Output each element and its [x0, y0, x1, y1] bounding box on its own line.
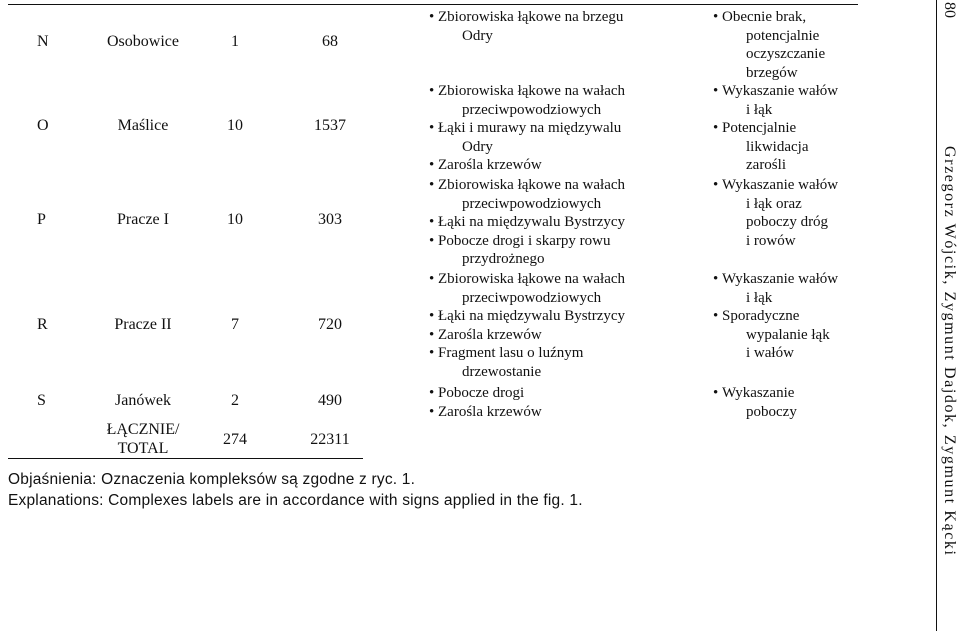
- measure-item-continuation: zarośli: [746, 157, 786, 174]
- habitat-item-continuation: Odry: [462, 27, 493, 44]
- measure-item-continuation: wypalanie łąk: [746, 326, 830, 343]
- bullet-icon: •: [429, 157, 435, 174]
- bullet-icon: •: [429, 385, 435, 401]
- measure-item: Wykaszanie •: [713, 385, 795, 401]
- measure-item-continuation: poboczy dróg: [746, 214, 829, 231]
- measure-item: Wykaszanie wałów •: [713, 271, 839, 287]
- row-area: 490: [318, 392, 342, 409]
- bullet-icon: •: [429, 271, 435, 287]
- habitat-item: Łąki na międzywalu Bystrzycy •: [429, 214, 626, 231]
- row-area: 68: [322, 33, 338, 50]
- habitat-item-continuation: przeciwpowodziowych: [462, 101, 602, 118]
- bullet-icon: •: [713, 177, 719, 193]
- habitat-item: Pobocze drogi •: [429, 385, 525, 401]
- row-count: 7: [231, 316, 239, 333]
- bullet-icon: •: [429, 308, 435, 325]
- bullet-icon: •: [713, 385, 719, 401]
- row-name: Pracze II: [114, 316, 172, 333]
- row-code: O: [37, 117, 49, 134]
- row-code: P: [37, 211, 46, 228]
- measure-item: Sporadyczne •: [713, 308, 800, 325]
- habitat-item: Zbiorowiska łąkowe na wałach •: [429, 83, 626, 99]
- measure-item-continuation: i łąk: [746, 289, 773, 306]
- row-area: 720: [318, 316, 342, 333]
- row-count: 10: [227, 117, 243, 134]
- total-label-en: TOTAL: [117, 440, 169, 457]
- habitat-item-continuation: przydrożnego: [462, 251, 545, 268]
- bullet-icon: •: [713, 120, 719, 137]
- total-label-pl: ŁĄCZNIE/: [106, 421, 180, 438]
- bullet-icon: •: [429, 345, 435, 362]
- row-name: Maślice: [117, 117, 169, 134]
- habitat-item: Zbiorowiska łąkowe na wałach •: [429, 177, 626, 193]
- row-code: S: [37, 392, 46, 409]
- habitat-item-continuation: Odry: [462, 138, 493, 155]
- total-count: 274: [223, 431, 247, 448]
- row-name: Pracze I: [117, 211, 169, 228]
- measure-item: Wykaszanie wałów •: [713, 177, 839, 193]
- table-bottom-rule: [8, 458, 363, 459]
- measure-item-continuation: potencjalnie: [746, 27, 820, 44]
- habitat-item: Zbiorowiska łąkowe na brzegu •: [429, 9, 624, 25]
- bullet-icon: •: [713, 83, 719, 99]
- habitat-item-continuation: przeciwpowodziowych: [462, 195, 602, 212]
- row-area: 1537: [314, 117, 346, 134]
- habitat-item: Łąki i murawy na międzywalu •: [429, 120, 622, 137]
- bullet-icon: •: [713, 9, 719, 25]
- row-count: 10: [227, 211, 243, 228]
- measure-item-continuation: poboczy: [746, 403, 797, 420]
- row-name: Janówek: [115, 392, 171, 409]
- habitat-item: Łąki na międzywalu Bystrzycy •: [429, 308, 626, 325]
- row-area: 303: [318, 211, 342, 228]
- habitat-item: Pobocze drogi i skarpy rowu •: [429, 232, 611, 249]
- habitat-item-continuation: drzewostanie: [462, 364, 542, 380]
- row-count: 2: [231, 392, 239, 409]
- page-number: 80: [941, 2, 958, 18]
- row-code: N: [37, 33, 49, 50]
- bullet-icon: •: [429, 120, 435, 137]
- bullet-icon: •: [429, 214, 435, 231]
- bullet-icon: •: [429, 403, 435, 420]
- measure-item-continuation: i łąk: [746, 101, 773, 118]
- bullet-icon: •: [429, 177, 435, 193]
- measure-item-continuation: i wałów: [746, 345, 794, 362]
- page-edge-rule: [936, 0, 937, 631]
- bullet-icon: •: [713, 308, 719, 325]
- explanation-note-pl: Objaśnienia: Oznaczenia kompleksów są zgodne z ryc. 1.: [8, 471, 416, 488]
- measure-item-continuation: oczyszczanie: [746, 46, 826, 63]
- habitat-item: Zarośla krzewów •: [429, 326, 542, 343]
- bullet-icon: •: [713, 271, 719, 287]
- measure-item: Obecnie brak, •: [713, 9, 807, 25]
- explanation-note-en: Explanations: Complexes labels are in accordance with signs applied in the fig. 1.: [8, 492, 583, 509]
- row-count: 1: [231, 33, 239, 50]
- bullet-icon: •: [429, 9, 435, 25]
- total-area: 22311: [310, 431, 350, 448]
- running-head: Grzegorz Wójcik, Zygmunt Dajdok, Zygmunt Kącki: [941, 146, 958, 557]
- bullet-icon: •: [429, 326, 435, 343]
- habitat-item: Zarośla krzewów •: [429, 157, 542, 174]
- measure-item: Potencjalnie •: [713, 120, 797, 137]
- measure-item-continuation: brzegów: [746, 64, 798, 81]
- row-name: Osobowice: [107, 33, 179, 50]
- habitat-item-continuation: przeciwpowodziowych: [462, 289, 602, 306]
- bullet-icon: •: [429, 83, 435, 99]
- measure-item-continuation: likwidacja: [746, 138, 809, 155]
- measure-item: Wykaszanie wałów •: [713, 83, 839, 99]
- habitat-item: Fragment lasu o luźnym •: [429, 345, 584, 362]
- row-code: R: [37, 316, 48, 333]
- table-top-rule: [8, 4, 858, 5]
- habitat-item: Zbiorowiska łąkowe na wałach •: [429, 271, 626, 287]
- measure-item-continuation: i rowów: [746, 232, 796, 249]
- habitat-item: Zarośla krzewów •: [429, 403, 542, 420]
- bullet-icon: •: [429, 232, 435, 249]
- measure-item-continuation: i łąk oraz: [746, 195, 802, 212]
